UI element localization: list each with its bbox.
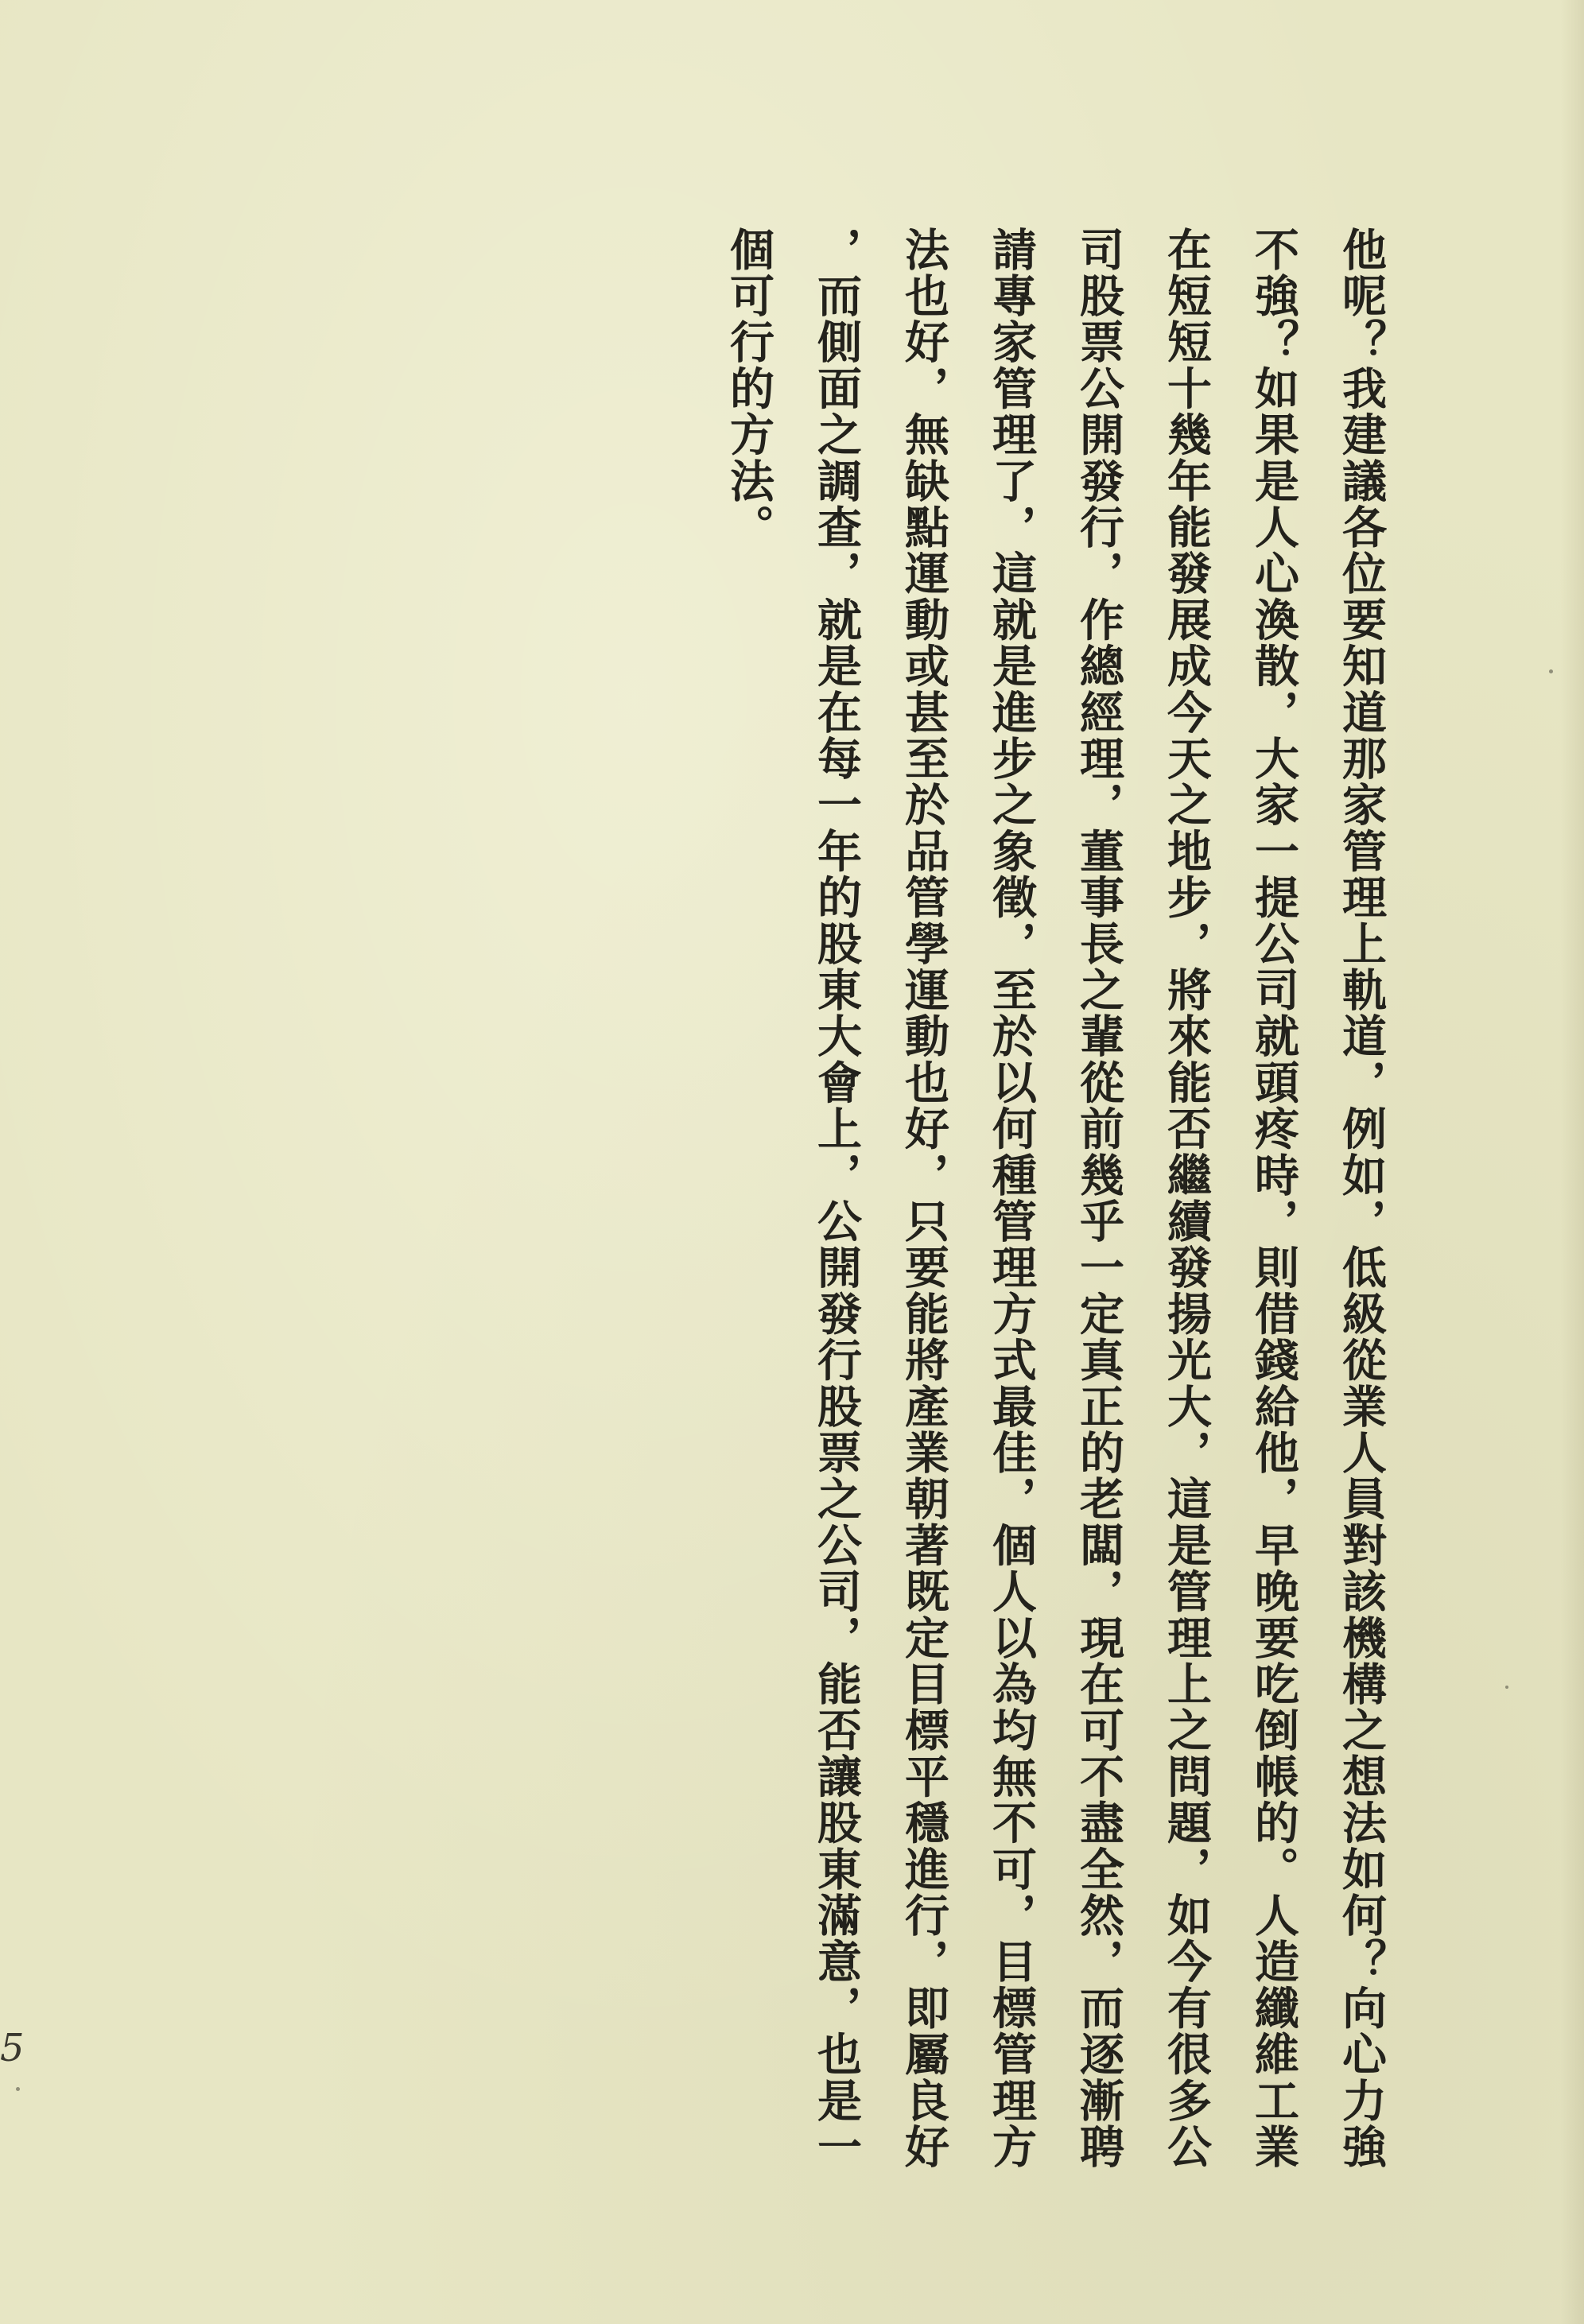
text-column-7: ，而側面之調查，就是在每一年的股東大會上，公開發行股票之公司，能否讓股東滿意，也是一 xyxy=(810,227,863,2171)
text-column-3: 在短短十幾年能發展成今天之地步，將來能否繼續發揚光大，這是管理上之問題，如今有很多公 xyxy=(1160,227,1213,2171)
text-column-2: 不強？如果是人心渙散，大家一提公司就頭疼時，則借錢給他，早晚要吃倒帳的。人造纖維工業 xyxy=(1248,227,1300,2171)
text-column-4: 司股票公開發行，作總經理，董事長之輩從前幾乎一定真正的老闆，現在可不盡全然，而逐漸聘 xyxy=(1073,227,1125,2171)
page-number: 5 xyxy=(0,2026,25,2070)
print-speck xyxy=(16,2087,20,2091)
text-column-1: 他呢？我建議各位要知道那家管理上軌道，例如，低級從業人員對該機構之想法如何？向心力強 xyxy=(1335,227,1388,2171)
text-column-6: 法也好，無缺點運動或甚至於品管學運動也好，只要能將產業朝著既定目標平穩進行，即屬良好 xyxy=(898,227,950,2171)
vertical-text-body xyxy=(705,227,1405,2198)
page-edge-shadow xyxy=(1560,0,1584,2324)
text-column-5: 請專家管理了，這就是進步之象徵，至於以何種管理方式最佳，個人以為均無不可，目標管理方 xyxy=(985,227,1038,2171)
text-column-8: 個可行的方法。 xyxy=(723,227,775,551)
print-speck xyxy=(1549,669,1553,673)
print-speck xyxy=(1505,1686,1508,1689)
